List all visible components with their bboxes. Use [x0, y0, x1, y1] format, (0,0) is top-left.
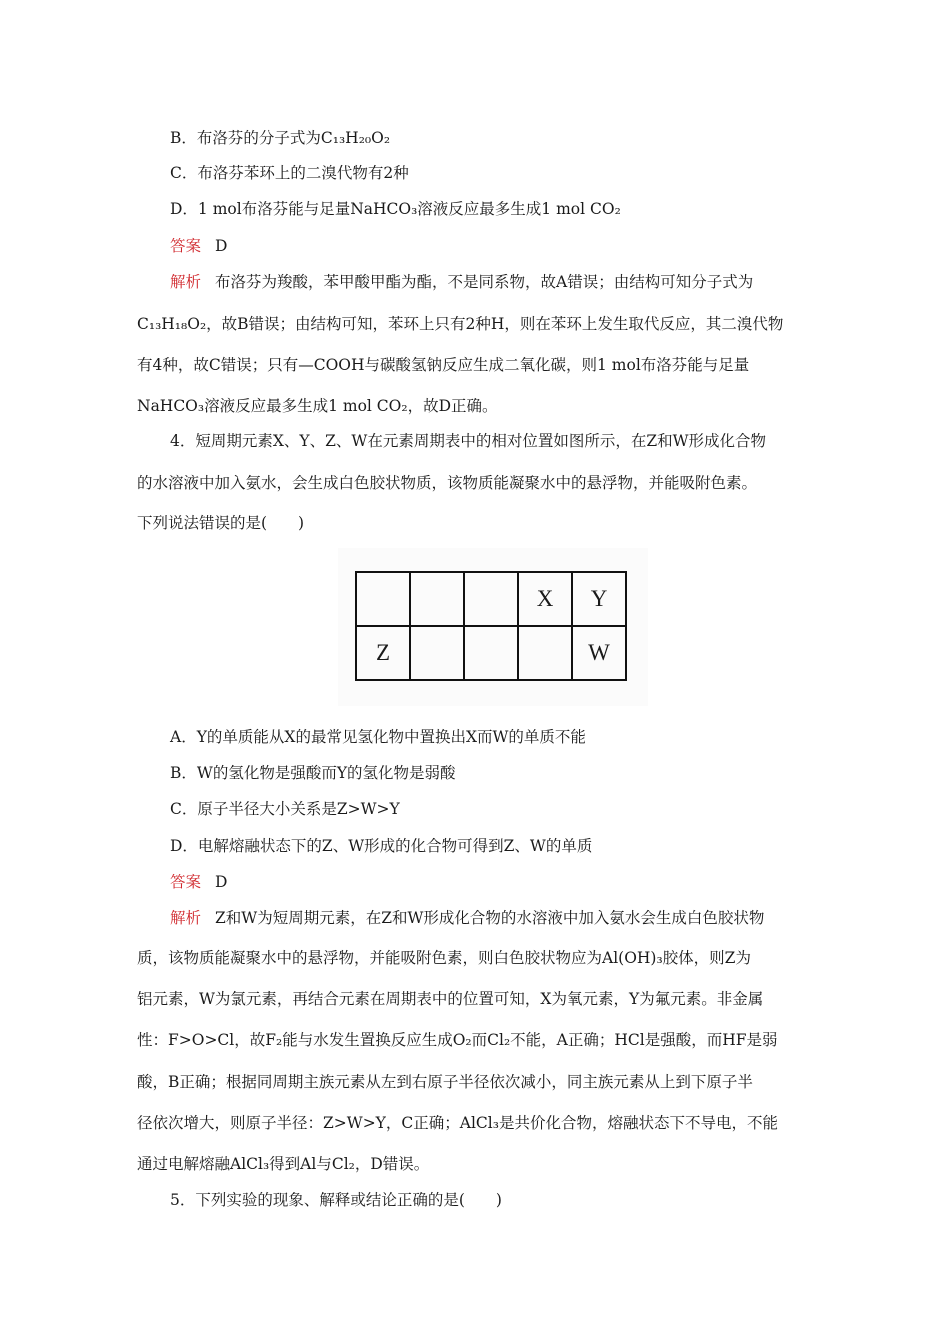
answer-value: D	[215, 237, 228, 255]
table-cell	[464, 626, 518, 680]
q3-analysis-line-4: NaHCO₃溶液反应最多生成1 mol CO₂，故D正确。	[137, 397, 498, 415]
q4-analysis-line-6: 径依次增大，则原子半径：Z>W>Y，C正确；AlCl₃是共价化合物，熔融状态下不导电，不能	[137, 1114, 778, 1132]
q3-option-d: D．1 mol布洛芬能与足量NaHCO₃溶液反应最多生成1 mol CO₂	[170, 200, 621, 218]
analysis-text: 布洛芬为羧酸，苯甲酸甲酯为酯，不是同系物，故A错误；由结构可知分子式为	[215, 273, 754, 291]
analysis-label: 解析	[170, 273, 202, 291]
analysis-label: 解析	[170, 909, 202, 927]
table-cell-w: W	[572, 626, 626, 680]
periodic-table-row	[356, 572, 626, 626]
q4-option-b: B．W的氢化物是强酸而Y的氢化物是弱酸	[170, 764, 456, 782]
q4-option-d: D．电解熔融状态下的Z、W形成的化合物可得到Z、W的单质	[170, 837, 593, 855]
table-cell-x: X	[518, 572, 572, 626]
table-cell	[518, 626, 572, 680]
q4-analysis-line-3: 铝元素，W为氯元素，再结合元素在周期表中的位置可知，X为氧元素，Y为氟元素。非金属	[137, 990, 764, 1008]
q4-option-a: A．Y的单质能从X的最常见氢化物中置换出X而W的单质不能	[170, 728, 586, 746]
answer-label: 答案	[170, 237, 202, 255]
q4-analysis-line-2: 质，该物质能凝聚水中的悬浮物，并能吸附色素，则白色胶状物应为Al(OH)₃胶体，则Z为	[137, 949, 751, 967]
q4-stem-line-3: 下列说法错误的是( )	[137, 514, 305, 532]
table-cell	[410, 626, 464, 680]
table-cell	[356, 572, 410, 626]
q4-stem-line-1: 4．短周期元素X、Y、Z、W在元素周期表中的相对位置如图所示，在Z和W形成化合物	[170, 432, 767, 450]
periodic-table-row	[356, 626, 626, 680]
q3-option-c: C．布洛芬苯环上的二溴代物有2种	[170, 164, 409, 182]
q3-analysis-line-1	[170, 272, 753, 292]
answer-label: 答案	[170, 873, 202, 891]
q4-option-c: C．原子半径大小关系是Z>W>Y	[170, 800, 400, 818]
q4-stem-line-2: 的水溶液中加入氨水，会生成白色胶状物质，该物质能凝聚水中的悬浮物，并能吸附色素。	[137, 474, 758, 492]
table-cell	[464, 572, 518, 626]
table-cell-z: Z	[356, 626, 410, 680]
q3-analysis-line-3: 有4种，故C错误；只有—COOH与碳酸氢钠反应生成二氧化碳，则1 mol布洛芬能与足量	[137, 356, 750, 374]
analysis-text: Z和W为短周期元素，在Z和W形成化合物的水溶液中加入氨水会生成白色胶状物	[215, 909, 765, 927]
periodic-table	[355, 571, 627, 681]
answer-value: D	[215, 873, 228, 891]
q4-analysis-line-5: 酸，B正确；根据同周期主族元素从左到右原子半径依次减小，同主族元素从上到下原子半	[137, 1073, 753, 1091]
q3-analysis-line-2: C₁₃H₁₈O₂，故B错误；由结构可知，苯环上只有2种H，则在苯环上发生取代反应，其二溴代物	[137, 315, 784, 333]
q4-answer	[170, 872, 227, 892]
table-cell	[410, 572, 464, 626]
q3-option-b: B．布洛芬的分子式为C₁₃H₂₀O₂	[170, 129, 391, 147]
q3-answer	[170, 236, 227, 256]
q5-stem: 5．下列实验的现象、解释或结论正确的是( )	[170, 1191, 502, 1209]
q4-analysis-line-1	[170, 908, 764, 928]
q4-analysis-line-4: 性：F>O>Cl，故F₂能与水发生置换反应生成O₂而Cl₂不能，A正确；HCl是强酸，而HF是弱	[137, 1031, 778, 1049]
q4-analysis-line-7: 通过电解熔融AlCl₃得到Al与Cl₂，D错误。	[137, 1155, 430, 1173]
table-cell-y: Y	[572, 572, 626, 626]
